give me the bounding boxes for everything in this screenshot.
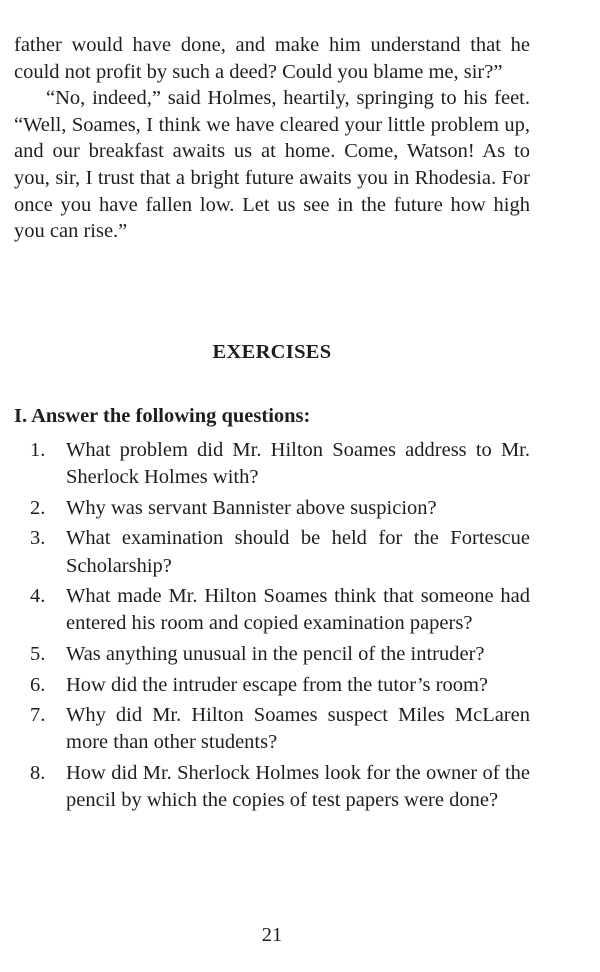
question-item bbox=[30, 760, 530, 814]
question-list bbox=[30, 437, 530, 818]
question-item bbox=[30, 641, 530, 668]
question-text: Why did Mr. Hilton Soames suspect Miles McLaren more than other students? bbox=[66, 704, 530, 754]
question-item bbox=[30, 437, 530, 491]
question-text: How did the intruder escape from the tutor’s room? bbox=[66, 673, 489, 696]
question-text: What made Mr. Hilton Soames think that someone had entered his room and copied examination papers? bbox=[66, 585, 530, 635]
question-item bbox=[30, 702, 530, 756]
question-number: 1. bbox=[30, 439, 46, 461]
question-number: 6. bbox=[30, 673, 46, 696]
section-title: I. Answer the following questions: bbox=[14, 405, 311, 427]
question-number: 3. bbox=[30, 527, 46, 550]
question-text: What problem did Mr. Hilton Soames address to Mr. Sherlock Holmes with? bbox=[66, 439, 530, 489]
question-text: Why was servant Bannister above suspicion? bbox=[66, 496, 437, 519]
question-item bbox=[30, 583, 530, 637]
question-text: How did Mr. Sherlock Holmes look for the owner of the pencil by which the copies of test papers were done? bbox=[66, 761, 530, 812]
story-paragraph: father would have done, and make him understand that he could not profit by such a deed? Could you blame me, sir?” bbox=[14, 34, 530, 83]
question-number: 7. bbox=[30, 704, 46, 727]
question-text: Was anything unusual in the pencil of the intruder? bbox=[66, 642, 485, 665]
page-number: 21 bbox=[261, 924, 283, 946]
question-number: 2. bbox=[30, 496, 46, 519]
question-item bbox=[30, 672, 530, 699]
question-text: What examination should be held for the Fortescue Scholarship? bbox=[66, 527, 530, 577]
question-number: 4. bbox=[30, 585, 46, 608]
story-text bbox=[14, 32, 530, 245]
question-item bbox=[30, 525, 530, 579]
story-paragraph: “No, indeed,” said Holmes, heartily, springing to his feet. “Well, Soames, I think we have cleared your little problem up, and our breakfast awaits us at home. Come, Watson! As to you, sir, I trust that a bright future awaits you in Rhodesia. For once you have fallen low. Let us see in the future how high you can rise.” bbox=[14, 87, 530, 243]
question-number: 8. bbox=[30, 761, 46, 784]
question-number: 5. bbox=[30, 642, 46, 665]
exercises-heading: EXERCISES bbox=[212, 341, 332, 363]
question-item bbox=[30, 495, 530, 522]
